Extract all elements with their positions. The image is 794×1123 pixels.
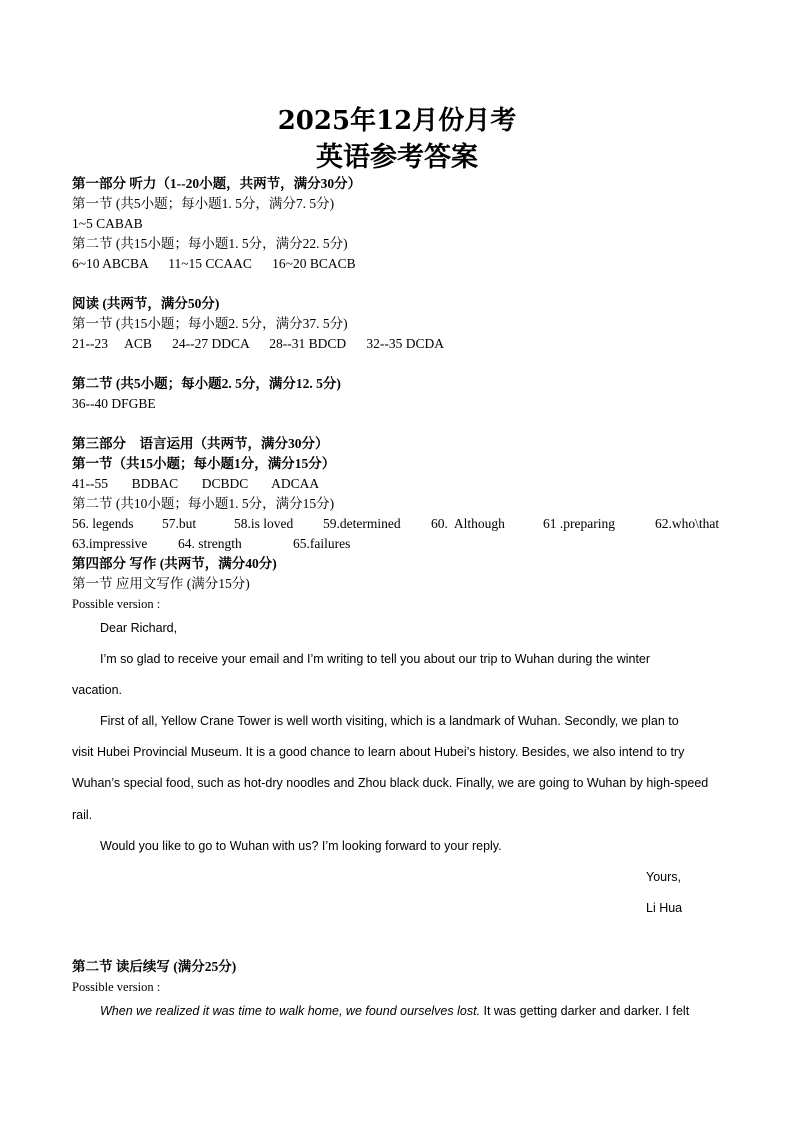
grammar-answer: 64. strength xyxy=(178,536,242,551)
continuation-text: It was getting darker and darker. I felt xyxy=(480,1004,690,1018)
grammar-answer: 56. legends xyxy=(72,516,134,531)
part1-sec2-heading: 第二节 (共15小题；每小题1. 5分，满分22. 5分) xyxy=(72,236,348,251)
letter-greeting: Dear Richard, xyxy=(100,621,178,635)
possible-version-label: Possible version : xyxy=(72,597,161,611)
grammar-answer: 57.but xyxy=(162,516,197,531)
part1-sec1-answers: 1~5 CABAB xyxy=(72,216,143,231)
part4-heading: 第四部分 写作 (共两节，满分40分) xyxy=(72,556,277,571)
grammar-answer: 61 .preparing xyxy=(543,516,615,531)
grammar-answer: 58.is loved xyxy=(234,516,294,531)
grammar-answer: 62.who\that xyxy=(655,516,720,531)
continuation-italic-text: When we realized it was time to walk home, we found ourselves lost. xyxy=(100,1004,481,1018)
exam-title: 2025年12月份月考 xyxy=(277,106,517,136)
possible-version-label-2: Possible version : xyxy=(72,980,161,994)
letter-paragraph-line: rail. xyxy=(72,808,93,822)
letter-paragraph-line: Would you like to go to Wuhan with us? I’m looking forward to your reply. xyxy=(100,839,502,853)
letter-closing: Yours, xyxy=(646,870,681,884)
part3-sec1-answers: 41--55 BDBAC DCBDC ADCAA xyxy=(72,476,320,491)
grammar-answer: 59.determined xyxy=(323,516,401,531)
part2-sec2-heading: 第二节 (共5小题；每小题2. 5分，满分12. 5分) xyxy=(72,376,341,391)
part2-sec1-answers: 21--23 ACB 24--27 DDCA 28--31 BDCD 32--35 DCDA xyxy=(72,336,444,351)
continuation-line xyxy=(100,1002,689,1020)
part2-heading: 阅读 (共两节，满分50分) xyxy=(72,296,220,311)
exam-subtitle: 英语参考答案 xyxy=(316,142,478,173)
grammar-answer: 65.failures xyxy=(293,536,351,551)
part2-sec1-heading: 第一节 (共15小题；每小题2. 5分，满分37. 5分) xyxy=(72,316,348,331)
part2-sec2-answers: 36--40 DFGBE xyxy=(72,396,156,411)
letter-paragraph-line: vacation. xyxy=(72,683,123,697)
part3-heading: 第三部分 语言运用（共两节，满分30分） xyxy=(72,436,329,451)
letter-paragraph-line: I’m so glad to receive your email and I’m writing to tell you about our trip to Wuhan during the winter xyxy=(100,652,651,666)
part1-sec2-answers: 6~10 ABCBA 11~15 CCAAC 16~20 BCACB xyxy=(72,256,356,271)
part4-sec2-heading: 第二节 读后续写 (满分25分) xyxy=(72,959,237,974)
grammar-answer: 60. Although xyxy=(431,516,505,531)
letter-paragraph-line: visit Hubei Provincial Museum. It is a good chance to learn about Hubei’s history. Besides, we also intend to try xyxy=(72,745,685,759)
part1-sec1-heading: 第一节 (共5小题；每小题1. 5分，满分7. 5分) xyxy=(72,196,335,211)
grammar-answer: 63.impressive xyxy=(72,536,148,551)
part3-sec1-heading: 第一节（共15小题；每小题1分，满分15分） xyxy=(72,456,336,471)
letter-paragraph-line: Wuhan’s special food, such as hot-dry noodles and Zhou black duck. Finally, we are going to Wuhan by high-speed xyxy=(72,776,709,790)
letter-signature: Li Hua xyxy=(646,901,683,915)
part1-heading: 第一部分 听力（1--20小题，共两节，满分30分） xyxy=(72,176,362,191)
part4-sec1-heading: 第一节 应用文写作 (满分15分) xyxy=(72,576,250,591)
letter-paragraph-line: First of all, Yellow Crane Tower is well worth visiting, which is a landmark of Wuhan. Secondly, we plan to xyxy=(100,714,679,728)
part3-sec2-heading: 第二节 (共10小题；每小题1. 5分，满分15分) xyxy=(72,496,335,511)
